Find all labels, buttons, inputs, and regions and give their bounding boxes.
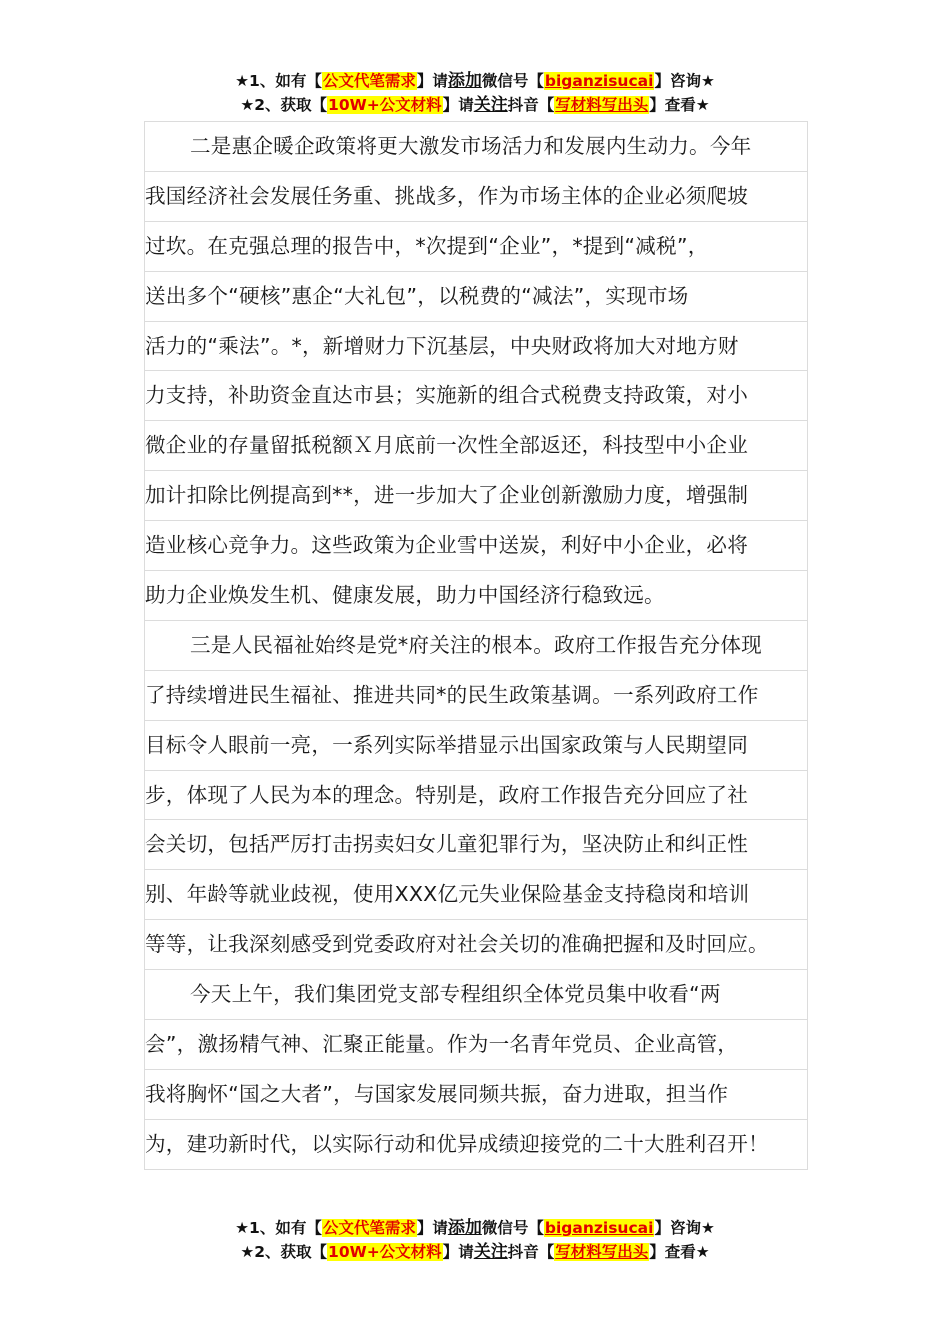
paragraph-line: 力支持，补助资金直达市县；实施新的组合式税费支持政策，对小 [145,371,807,421]
paragraph-line: 造业核心竞争力。这些政策为企业雪中送炭，利好中小企业，必将 [145,521,807,571]
banner-text: 】请 [442,96,474,114]
paragraph-line: 目标令人眼前一亮，一系列实际举措显示出国家政策与人民期望同 [145,721,807,771]
paragraph-line: 会”，激扬精气神、汇聚正能量。作为一名青年党员、企业高管， [145,1020,807,1070]
banner-line-1 [0,1216,950,1240]
banner-text: 抖音【 [507,96,555,114]
banner-douyin-id: 写材料写出头 [555,1243,649,1261]
document-body [144,121,808,1170]
banner-line-2 [0,1240,950,1264]
paragraph-line: 活力的“乘法”。*，新增财力下沉基层，中央财政将加大对地方财 [145,322,807,372]
paragraph-line: 今天上午，我们集团党支部专程组织全体党员集中收看“两 [145,970,807,1020]
paragraph-line: 了持续增进民生福祉、推进共同*的民生政策基调。一系列政府工作 [145,671,807,721]
paragraph-line: 加计扣除比例提高到**，进一步加大了企业创新激励力度，增强制 [145,471,807,521]
banner-line-2 [0,93,950,117]
paragraph-line: 步，体现了人民为本的理念。特别是，政府工作报告充分回应了社 [145,771,807,821]
banner-text: 】咨询★ [654,72,715,90]
banner-highlight: 公文代笔需求 [322,72,416,90]
banner-text: 微信号【 [481,1219,544,1237]
banner-text: 微信号【 [481,72,544,90]
banner-emphasis: 添加 [447,1218,482,1238]
banner-emphasis: 关注 [473,1242,508,1262]
paragraph-line: 过坎。在克强总理的报告中，*次提到“企业”，*提到“减税”， [145,222,807,272]
paragraph-line: 我国经济社会发展任务重、挑战多，作为市场主体的企业必须爬坡 [145,172,807,222]
paragraph-line: 三是人民福祉始终是党*府关注的根本。政府工作报告充分体现 [145,621,807,671]
paragraph-line: 二是惠企暖企政策将更大激发市场活力和发展内生动力。今年 [145,122,807,172]
banner-text: 】请 [416,72,448,90]
paragraph-line: 送出多个“硬核”惠企“大礼包”，以税费的“减法”，实现市场 [145,272,807,322]
paragraph-line: 别、年龄等就业歧视，使用XXX亿元失业保险基金支持稳岗和培训 [145,870,807,920]
banner-text: 】请 [442,1243,474,1261]
banner-emphasis: 关注 [473,95,508,115]
paragraph-line: 助力企业焕发生机、健康发展，助力中国经济行稳致远。 [145,571,807,621]
paragraph-line: 为，建功新时代，以实际行动和优异成绩迎接党的二十大胜利召开！ [145,1120,807,1170]
paragraph-line: 等等，让我深刻感受到党委政府对社会关切的准确把握和及时回应。 [145,920,807,970]
banner-text: 】查看★ [649,1243,710,1261]
banner-line-1 [0,69,950,93]
banner-text: ★1、如有【 [235,72,322,90]
banner-text: ★2、获取【 [240,96,328,114]
paragraph-line: 我将胸怀“国之大者”，与国家发展同频共振，奋力进取，担当作 [145,1070,807,1120]
banner-text: ★1、如有【 [235,1219,322,1237]
banner-douyin-id: 写材料写出头 [555,96,649,114]
header-banner [0,69,950,117]
paragraph-line: 会关切，包括严厉打击拐卖妇女儿童犯罪行为，坚决防止和纠正性 [145,820,807,870]
banner-text: 】请 [416,1219,448,1237]
banner-text: ★2、获取【 [240,1243,328,1261]
footer-banner [0,1216,950,1264]
banner-text: 】咨询★ [654,1219,715,1237]
paragraph-line: 微企业的存量留抵税额Ｘ月底前一次性全部返还，科技型中小企业 [145,421,807,471]
banner-highlight: 10W+公文材料 [328,1243,442,1261]
banner-emphasis: 添加 [447,71,482,91]
banner-text: 抖音【 [507,1243,555,1261]
banner-wechat-id: biganzisucai [544,1219,654,1237]
banner-text: 】查看★ [649,96,710,114]
banner-highlight: 公文代笔需求 [322,1219,416,1237]
banner-wechat-id: biganzisucai [544,72,654,90]
banner-highlight: 10W+公文材料 [328,96,442,114]
